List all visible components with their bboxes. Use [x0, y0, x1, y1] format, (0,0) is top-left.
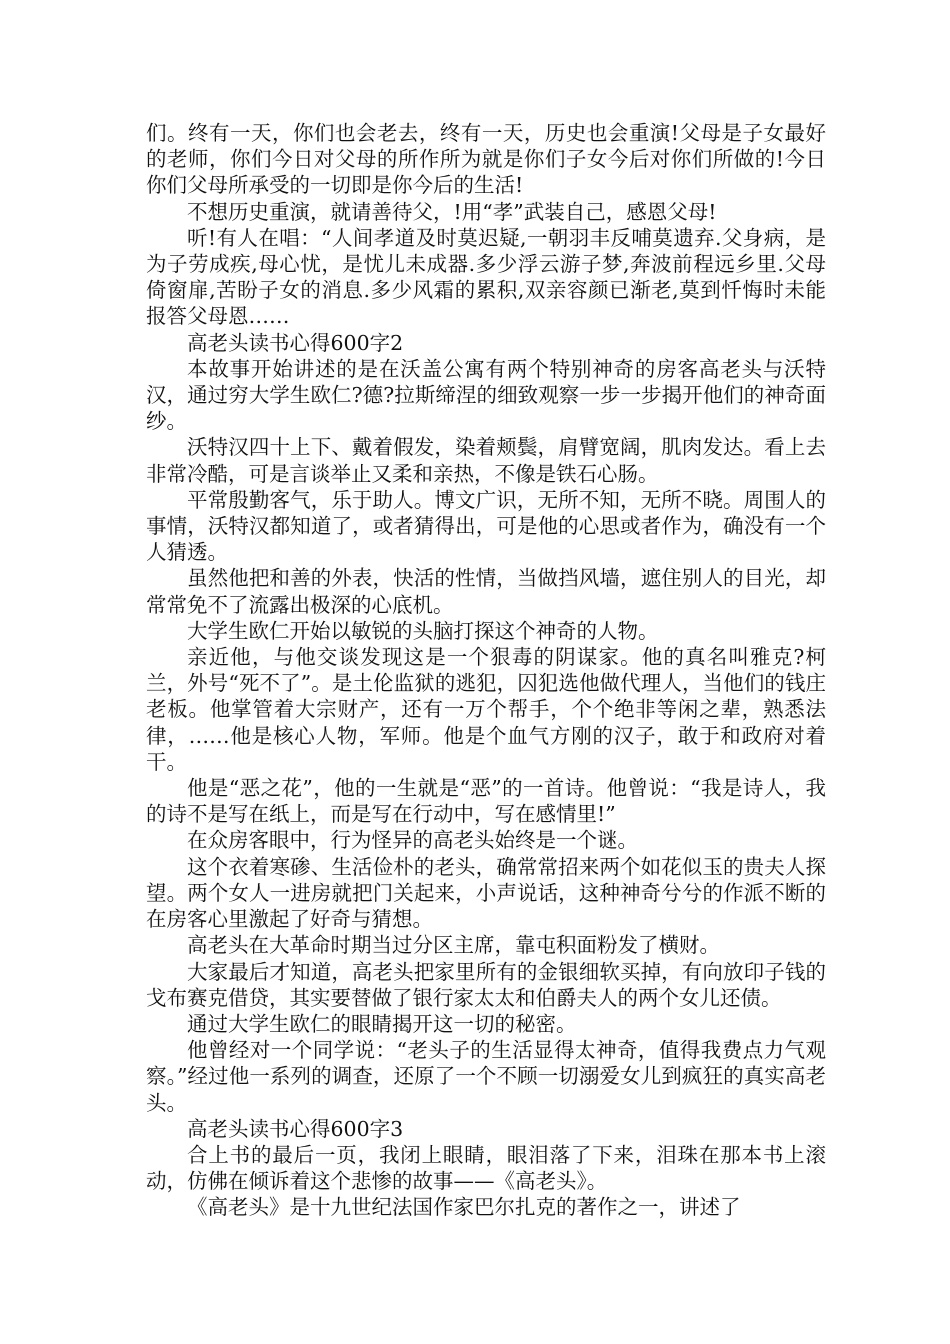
paragraph-goriot-debts: 大家最后才知道，高老头把家里所有的金银细软买掉，有向放印子钱的戈布赛克借贷，其实要替做了银行家太太和伯爵夫人的两个女儿还债。	[146, 959, 826, 1010]
paragraph-eugene-probe: 大学生欧仁开始以敏锐的头脑打探这个神奇的人物。	[187, 618, 659, 643]
paragraph-secret-revealed: 通过大学生欧仁的眼睛揭开这一切的秘密。	[187, 1011, 577, 1036]
paragraph-filial-motto: 不想历史重演，就请善待父，!用“孝”武装自己，感恩父母!	[187, 199, 717, 224]
paragraph-eugene-observation: 他曾经对一个同学说：“老头子的生活显得太神奇，值得我费点力气观察。”经过他一系列的调查，还原了一个不顾一切溺爱女儿到疯狂的真实高老头。	[146, 1038, 826, 1115]
paragraph-song-quote: 听!有人在唱：“人间孝道及时莫迟疑,一朝羽丰反哺莫遗弃.父身病，是为子劳成疾,母心忧，是忧儿未成器.多少浮云游子梦,奔波前程远乡里.父母倚窗扉,苦盼子女的消息.多少风霜的累积,双亲容颜已渐老,莫到忏悔时未能报答父母恩……	[146, 225, 826, 329]
paragraph-flower-of-evil: 他是“恶之花”，他的一生就是“恶”的一首诗。他曾说：“我是诗人，我的诗不是写在纸上，而是写在行动中，写在感情里!”	[146, 776, 826, 827]
section-heading-3: 高老头读书心得600字3	[187, 1116, 404, 1141]
paragraph-vautrin-manner: 平常殷勤客气，乐于助人。博文广识，无所不知，无所不晓。周围人的事情，沃特汉都知道了，或者猜得出，可是他的心思或者作为，确没有一个人猜透。	[146, 487, 826, 565]
paragraph-book-intro: 《高老头》是十九世纪法国作家巴尔扎克的著作之一，讲述了	[187, 1195, 741, 1220]
paragraph-vautrin-appearance: 沃特汉四十上下、戴着假发，染着颊鬓，肩臂宽阔，肌肉发达。看上去非常冷酷，可是言谈举止又柔和亲热，不像是铁石心肠。	[146, 435, 826, 486]
paragraph-story-intro: 本故事开始讲述的是在沃盖公寓有两个特别神奇的房客高老头与沃特汉，通过穷大学生欧仁?德?拉斯缔涅的细致观察一步一步揭开他们的神奇面纱。	[146, 356, 826, 434]
paragraph-goriot-mystery: 在众房客眼中，行为怪异的高老头始终是一个谜。	[187, 828, 638, 853]
paragraph-vautrin-mask: 虽然他把和善的外表，快活的性情，当做挡风墙，遮住别人的目光，却常常免不了流露出极深的心底机。	[146, 566, 826, 617]
paragraph-vautrin-identity: 亲近他，与他交谈发现这是一个狠毒的阴谋家。他的真名叫雅克?柯兰，外号“死不了”。是土伦监狱的逃犯，囚犯选他做代理人，当他们的钱庄老板。他掌管着大宗财产，还有一万个帮手，个个绝非等闲之辈，熟悉法律，……他是核心人物，军师。他是个血气方刚的汉子，敢于和政府对着干。	[146, 645, 826, 774]
section-heading-2: 高老头读书心得600字2	[187, 330, 404, 355]
paragraph-book-closed: 合上书的最后一页，我闭上眼睛，眼泪落了下来，泪珠在那本书上滚动，仿佛在倾诉着这个悲惨的故事——《高老头》。	[146, 1142, 826, 1194]
paragraph-goriot-fortune: 高老头在大革命时期当过分区主席，靠屯积面粉发了横财。	[187, 933, 720, 958]
paragraph-intro-continuation: 们。终有一天，你们也会老去，终有一天，历史也会重演!父母是子女最好的老师，你们今日对父母的所作所为就是你们子女今后对你们所做的!今日你们父母所承受的一切即是你今后的生活!	[146, 121, 826, 198]
document-page	[146, 120, 826, 1221]
paragraph-goriot-visitors: 这个衣着寒碜、生活俭朴的老头，确常常招来两个如花似玉的贵夫人探望。两个女人一进房就把门关起来，小声说话，这种神奇兮兮的作派不断的在房客心里激起了好奇与猜想。	[146, 854, 826, 932]
